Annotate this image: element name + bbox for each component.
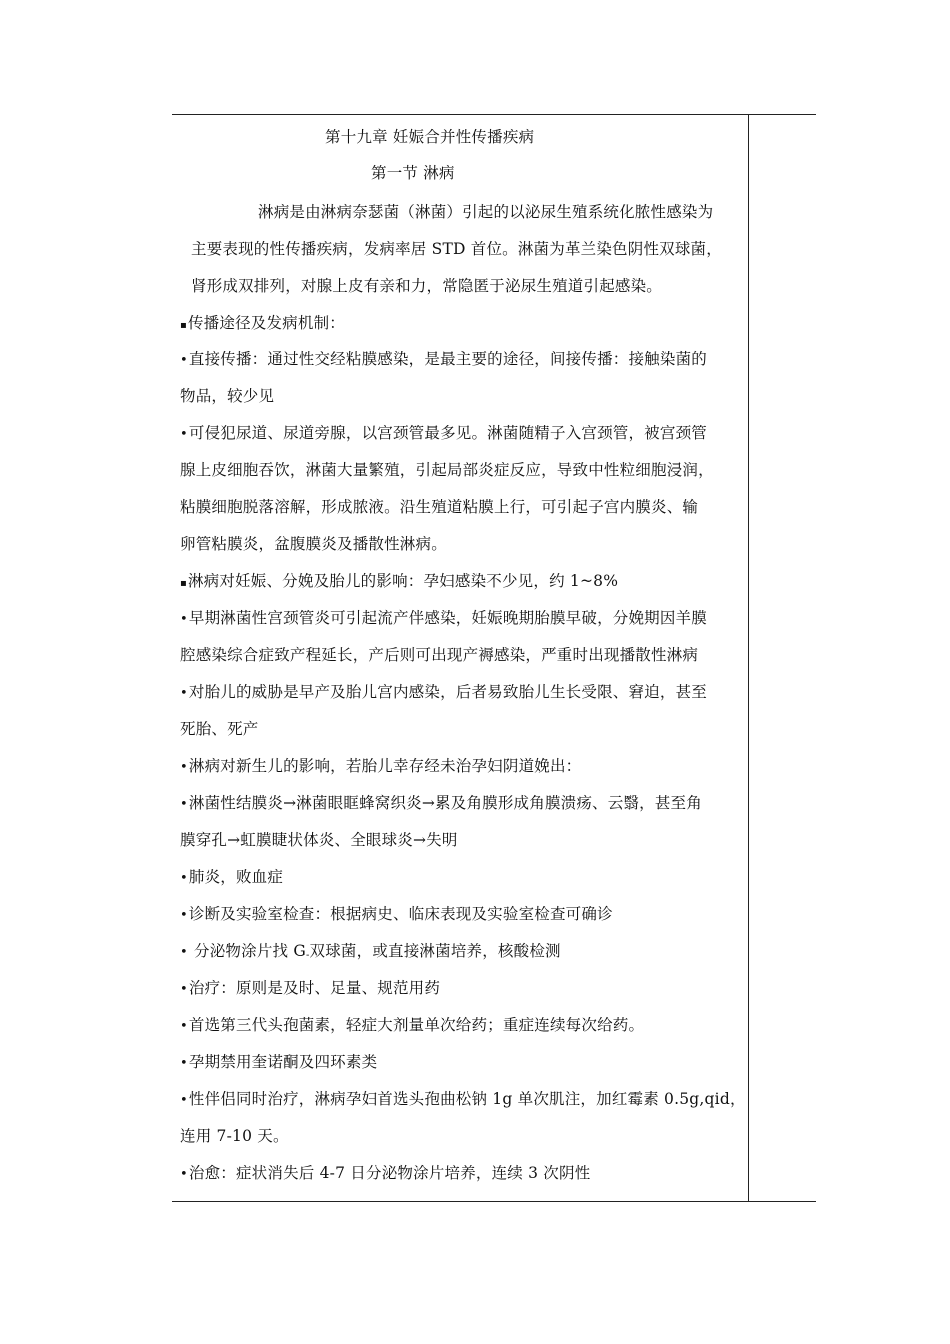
text-line: • 对胎儿的威胁是早产及胎儿宫内感染，后者易致胎儿生长受限、窘迫，甚至 — [180, 682, 707, 704]
text-line: • 淋病对新生儿的影响，若胎儿幸存经未治孕妇阴道娩出： — [180, 756, 581, 778]
intro-line: 主要表现的性传播疾病，发病率居 STD 首位。淋菌为革兰染色阴性双球菌， — [191, 240, 722, 258]
text-line: • 首选第三代头孢菌素，轻症大剂量单次给药；重症连续每次给药。 — [180, 1015, 644, 1037]
text-line: • 淋菌性结膜炎→淋菌眼眶蜂窝织炎→累及角膜形成角膜溃疡、云翳，甚至角 — [180, 793, 702, 815]
text-line: 腔感染综合症致产程延长，产后则可出现产褥感染，严重时出现播散性淋病 — [180, 646, 699, 664]
text-line: • 诊断及实验室检查：根据病史、临床表现及实验室检查可确诊 — [180, 904, 613, 926]
heading-transmission: ▪ 传播途径及发病机制： — [180, 313, 345, 336]
bottom-rule — [172, 1201, 816, 1202]
intro-line: 淋病是由淋病奈瑟菌（淋菌）引起的以泌尿生殖系统化脓性感染为 — [258, 203, 714, 221]
text-line-smear — [180, 941, 561, 966]
top-rule — [172, 114, 816, 115]
text-line: 腺上皮细胞吞饮，淋菌大量繁殖，引起局部炎症反应，导致中性粒细胞浸润， — [180, 461, 714, 479]
text-line: • 治疗：原则是及时、足量、规范用药 — [180, 978, 440, 1000]
chapter-title: 第十九章 妊娠合并性传播疾病 — [325, 128, 535, 146]
text-line: 连用 7-10 天。 — [180, 1127, 289, 1145]
heading-pregnancy-effects: ▪ 淋病对妊娠、分娩及胎儿的影响：孕妇感染不少见，约 1~8% — [180, 571, 618, 594]
text-line: • 早期淋菌性宫颈管炎可引起流产伴感染，妊娠晚期胎膜早破，分娩期因羊膜 — [180, 608, 707, 630]
text-line: • 可侵犯尿道、尿道旁腺，以宫颈管最多见。淋菌随精子入宫颈管，被宫颈管 — [180, 423, 707, 445]
smear-text-a: 分泌物涂片找 G — [194, 942, 306, 960]
text-line: • 直接传播：通过性交经粘膜感染，是最主要的途径，间接传播：接触染菌的 — [180, 349, 707, 371]
gram-negative-mark: - — [305, 950, 310, 961]
text-line: • 肺炎，败血症 — [180, 867, 283, 889]
intro-line: 肾形成双排列，对腺上皮有亲和力，常隐匿于泌尿生殖道引起感染。 — [191, 277, 663, 295]
text-line: 膜穿孔→虹膜睫状体炎、全眼球炎→失明 — [180, 831, 458, 849]
text-line: 死胎、死产 — [180, 720, 259, 738]
text-line: 卵管粘膜炎，盆腹膜炎及播散性淋病。 — [180, 535, 447, 553]
smear-text-b: 双球菌，或直接淋菌培养，核酸检测 — [309, 942, 561, 960]
text-line: 物品，较少见 — [180, 387, 275, 405]
text-line: • 性伴侣同时治疗，淋病孕妇首选头孢曲松钠 1g 单次肌注，加红霉素 0.5g,qid， — [180, 1089, 746, 1111]
right-column-rule — [748, 114, 749, 1202]
section-title: 第一节 淋病 — [371, 164, 455, 182]
text-line: 粘膜细胞脱落溶解，形成脓液。沿生殖道粘膜上行，可引起子宫内膜炎、输 — [180, 498, 699, 516]
text-line: • 治愈：症状消失后 4-7 日分泌物涂片培养，连续 3 次阴性 — [180, 1163, 590, 1185]
text-line: • 孕期禁用奎诺酮及四环素类 — [180, 1052, 377, 1074]
